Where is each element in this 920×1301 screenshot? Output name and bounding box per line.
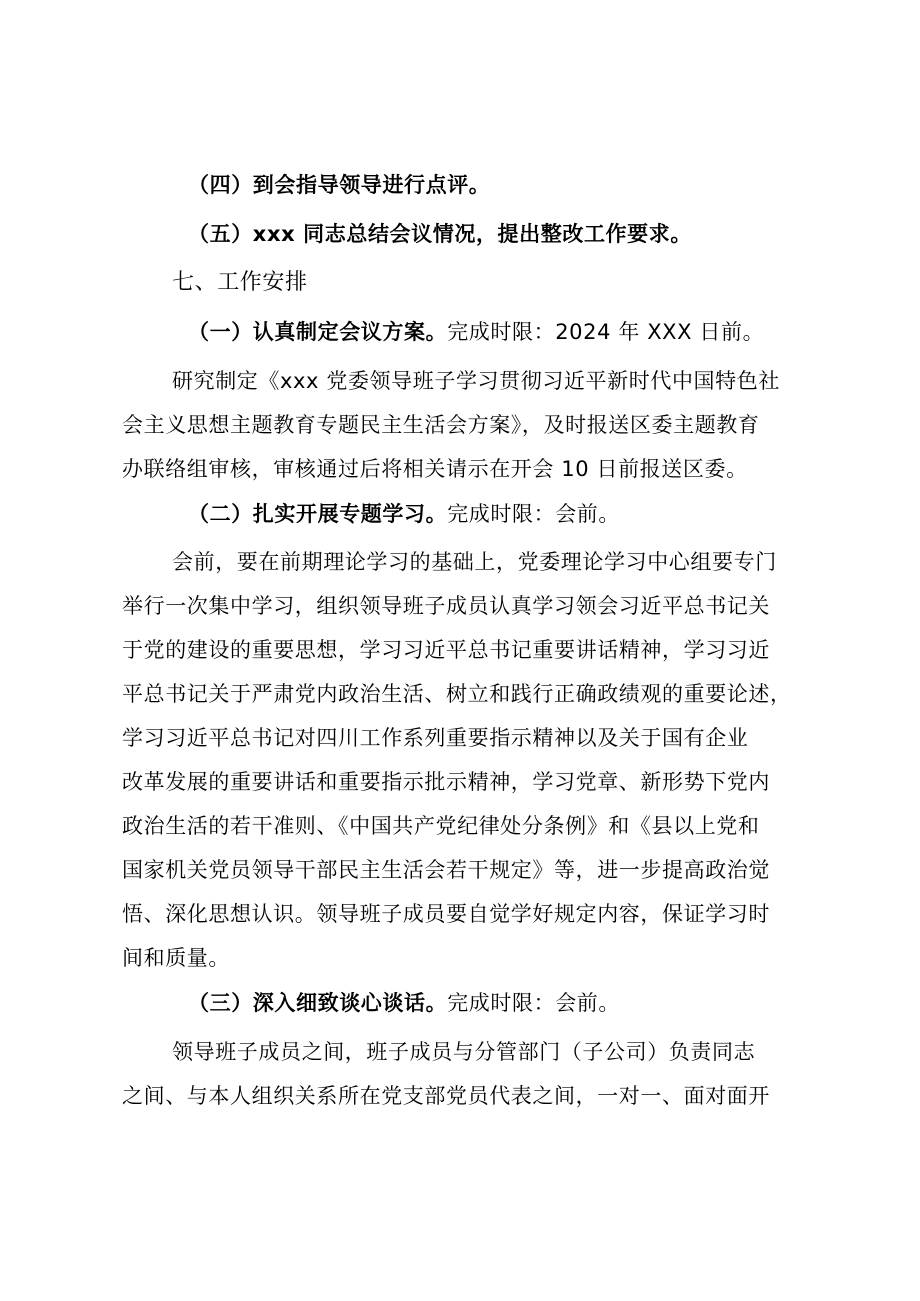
sub2-line-5: 学习习近平总书记对四川工作系列重要指示精神以及关于国有企业 (122, 726, 749, 750)
sub2-deadline: 完成时限：会前。 (447, 502, 621, 526)
sub3-deadline: 完成时限：会前。 (447, 991, 621, 1015)
section-7-title: 七、工作安排 (172, 270, 308, 295)
sub3-title: （三）深入细致谈心谈话。 (188, 991, 448, 1015)
sub3-heading (188, 988, 838, 1018)
sub2-line-7: 政治生活的若干准则、《中国共产党纪律处分条例》和《县以上党和 (122, 814, 760, 838)
sub2-line-6: 改革发展的重要讲话和重要指示批示精神，学习党章、新形势下党内 (122, 770, 770, 794)
sub1-line-3: 办联络组审核，审核通过后将相关请示在开会 10 日前报送区委。 (122, 457, 748, 481)
item-5: （五）xxx 同志总结会议情况，提出整改工作要求。 (188, 222, 692, 246)
sub1-heading (188, 317, 838, 347)
sub2-heading (188, 499, 838, 529)
sub3-line-1: 领导班子成员之间，班子成员与分管部门（子公司）负责同志 (172, 1040, 756, 1064)
sub2-line-4: 平总书记关于严肃党内政治生活、树立和践行正确政绩观的重要论述， (122, 682, 792, 706)
sub1-line-2: 会主义思想主题教育专题民主生活会方案》，及时报送区委主题教育 (122, 413, 760, 437)
sub2-line-10: 间和质量。 (122, 946, 230, 970)
sub2-line-8: 国家机关党员领导干部民主生活会若干规定》等，进一步提高政治觉 (122, 858, 770, 882)
sub3-line-2: 之间、与本人组织关系所在党支部党员代表之间，一对一、面对面开 (122, 1084, 770, 1108)
sub1-title: （一）认真制定会议方案。 (188, 320, 448, 344)
sub2-line-2: 举行一次集中学习，组织领导班子成员认真学习领会习近平总书记关 (122, 594, 770, 618)
sub2-title: （二）扎实开展专题学习。 (188, 502, 448, 526)
sub2-line-3: 于党的建设的重要思想，学习习近平总书记重要讲话精神，学习习近 (122, 638, 770, 662)
sub2-line-1: 会前，要在前期理论学习的基础上，党委理论学习中心组要专门 (172, 550, 777, 574)
item-4: （四）到会指导领导进行点评。 (188, 173, 491, 197)
sub1-line-1: 研究制定《xxx 党委领导班子学习贯彻习近平新时代中国特色社 (172, 369, 780, 393)
sub1-deadline: 完成时限：2024 年 XXX 日前。 (447, 320, 765, 344)
sub2-line-9: 悟、深化思想认识。领导班子成员要自觉学好规定内容，保证学习时 (122, 902, 770, 926)
